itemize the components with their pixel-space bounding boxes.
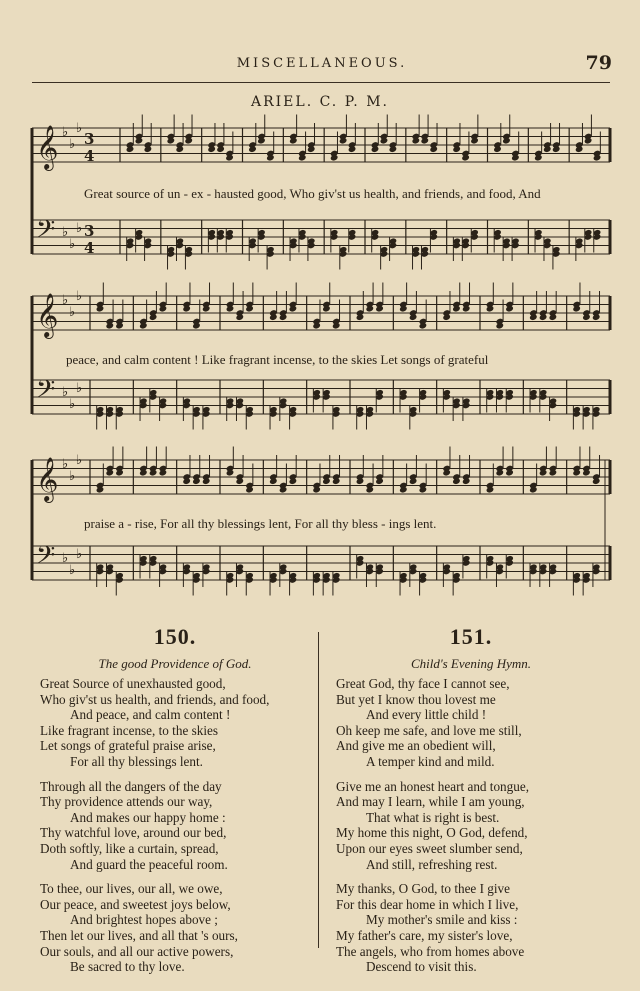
time-signature-top: 3 [84,130,95,148]
hymn-subtitle: Child's Evening Hymn. [410,656,532,671]
flat-icon: ♭ [76,121,83,136]
time-signature-bottom: 4 [84,239,95,257]
flat-icon: ♭ [62,385,69,400]
verse-line: Oh keep me safe, and love me still, [336,722,522,738]
verse-line: And brightest hopes above ; [70,912,218,928]
time-signature-bottom: 4 [84,147,95,165]
verse-line: Be sacred to thy love. [70,959,185,975]
verse-line: That what is right is best. [366,809,500,825]
verse-line: And may I learn, while I am young, [336,794,525,810]
treble-clef-icon: 𝄞 [36,125,59,169]
column-divider [318,632,319,948]
lyrics-system-3: praise a - rise, For all thy blessings lent, For all thy bless - ings lent. [84,516,437,531]
verse-line: Descend to visit this. [366,959,477,975]
hymn-150 [40,624,310,984]
flat-icon: ♭ [76,381,83,396]
flat-icon: ♭ [69,469,76,484]
flat-icon: ♭ [69,563,76,578]
stanza [336,779,606,873]
section-title: MISCELLANEOUS. [236,56,408,71]
verse-line: Upon our eyes sweet slumber send, [336,840,523,856]
time-signature-top: 3 [84,222,95,240]
verse-line: And every little child ! [366,707,487,723]
tune-title: ARIEL. C. P. M. [251,94,389,110]
hymn-text [336,676,606,975]
verse-line: And peace, and calm content ! [70,707,231,723]
stanza [336,881,606,975]
stanza [40,779,310,873]
flat-icon: ♭ [76,547,83,562]
flat-icon: ♭ [76,453,83,468]
hymn-subtitle: The good Providence of God. [98,656,252,671]
stanza [40,881,310,975]
flat-icon: ♭ [69,305,76,320]
flat-icon: ♭ [62,551,69,566]
hymn-text [40,676,310,975]
treble-clef-icon: 𝄞 [36,293,59,337]
bass-clef-icon: 𝄢 [36,541,56,576]
verse-line: Great God, thy face I cannot see, [336,676,510,691]
verse-line: Thy providence attends our way, [40,794,213,810]
verse-line: Thy watchful love, around our bed, [40,825,227,841]
verse-line: My home this night, O God, defend, [336,825,528,841]
flat-icon: ♭ [62,125,69,140]
verse-line: Our peace, and sweetest joys below, [40,896,231,912]
flat-icon: ♭ [69,237,76,252]
treble-clef-icon: 𝄞 [36,457,59,501]
verse-line: But yet I know thou lovest me [336,691,496,707]
verse-line: Like fragrant incense, to the skies [40,722,218,738]
flat-icon: ♭ [76,289,83,304]
lyrics-system-1: Great source of un - ex - hausted good, Who giv'st us health, and friends, and food, And [84,186,541,201]
verse-line: Then let our lives, and all that 's ours, [40,927,238,943]
flat-icon: ♭ [62,293,69,308]
verse-line: Through all the dangers of the day [40,778,222,794]
hymn-number: 151. [449,624,493,649]
verse-line: For all thy blessings lent. [70,753,203,769]
verse-line: And still, refreshing rest. [366,856,498,872]
page-number: 79 [585,52,612,74]
verse-line: And guard the peaceful room. [70,856,228,872]
lyrics-system-2: peace, and calm content ! Like fragrant incense, to the skies Let songs of grateful [66,352,489,367]
stanza [40,676,310,770]
verse-line: Let songs of grateful praise arise, [40,738,216,754]
verse-line: To thee, our lives, our all, we owe, [40,881,223,897]
verse-line: A temper kind and mild. [366,753,495,769]
hymn-number: 150. [153,624,197,649]
verse-line: My thanks, O God, to thee I give [336,881,510,897]
flat-icon: ♭ [62,225,69,240]
bass-clef-icon: 𝄢 [36,375,56,410]
flat-icon: ♭ [69,397,76,412]
verse-line: Great Source of unexhausted good, [40,676,226,691]
stanza [336,676,606,770]
verse-line: Our souls, and all our active powers, [40,943,234,959]
bass-clef-icon: 𝄢 [36,215,56,250]
verse-line: For this dear home in which I live, [336,896,519,912]
verse-line: And makes our happy home : [70,809,226,825]
verse-line: Give me an honest heart and tongue, [336,778,529,794]
verse-line: Who giv'st us health, and friends, and food, [40,691,270,707]
flat-icon: ♭ [76,221,83,236]
hymn-151 [336,624,606,984]
verse-line: And give me an obedient will, [336,738,496,754]
verse-line: My father's care, my sister's love, [336,927,513,943]
flat-icon: ♭ [62,457,69,472]
flat-icon: ♭ [69,137,76,152]
verse-line: The angels, who from homes above [336,943,525,959]
verse-line: Doth softly, like a curtain, spread, [40,840,219,856]
verse-line: My mother's smile and kiss : [366,912,518,928]
